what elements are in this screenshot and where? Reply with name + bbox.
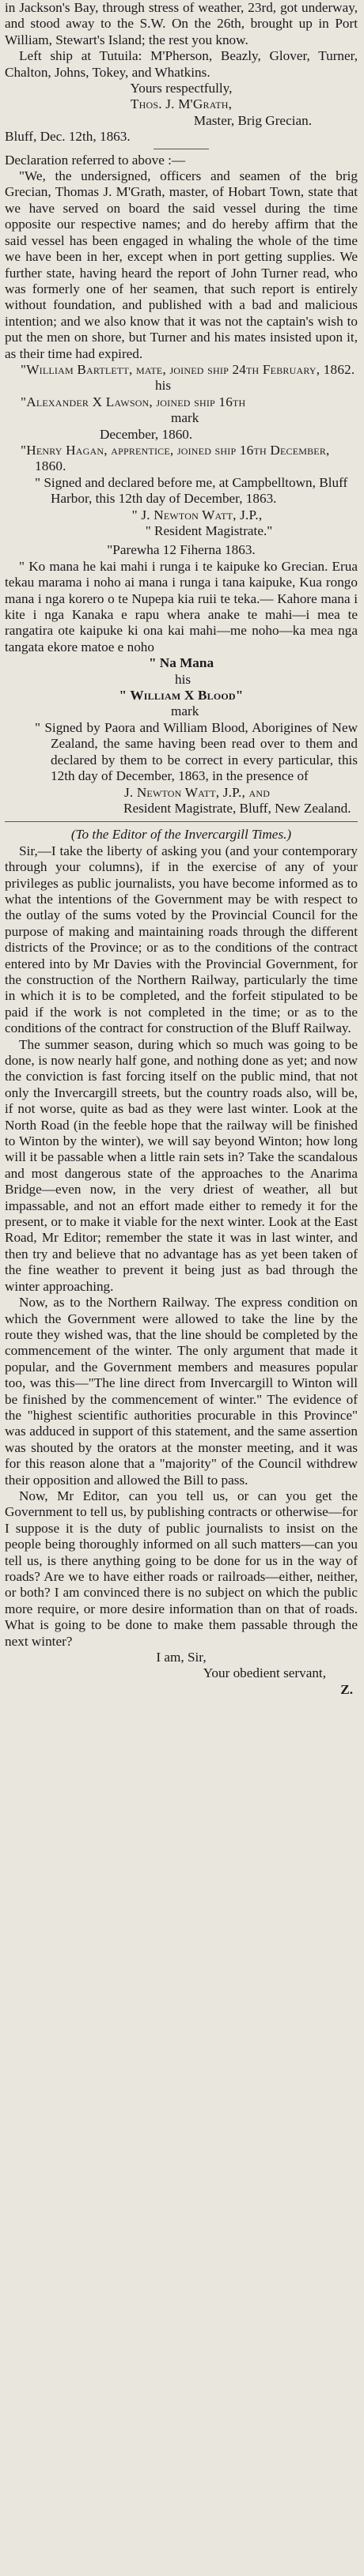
jp-name: J. Newton Watt, J.P., and [123, 784, 271, 800]
maori-date: "Parewha 12 Fiherna 1863. [107, 542, 256, 558]
signature-hagan: "Henry Hagan, apprentice, joined ship 16th December, 1860. [21, 442, 330, 474]
his-label: his [175, 671, 191, 687]
letter-place-date: Bluff, Dec. 12th, 1863. [5, 129, 131, 145]
letter-signer-title: Master, Brig Grecian. [193, 112, 312, 128]
signature-blood: " William X Blood" [119, 688, 244, 703]
jp-title: " Resident Magistrate." [145, 523, 273, 538]
letter-paragraph: Sir,—I take the liberty of asking you (and your contemporary through your columns), if in the exercise of any of your privileges as public journalists, you have become informed as to what the intentions of the Government may be with respect to the outlay of the sums voted by the Provincial Council for the purpose of making and maintaining roads through the different districts of the Province; or as to the conditions of the contract entered into by Mr Davies with the Provincial Government, for the construction of the Northern Railway, particularly the time in which it is to be completed, and the forfeit stipulated to be paid if the work is not completed in the time; or as to the conditions of the contract for construction of the Bluff Railway. [5, 843, 358, 1036]
letter-paragraph: Now, as to the Northern Railway. The express condition on which the Government were allowed to take the line by the route they wished was, that the line should be completed by the commencement of the winter. The only argument that made it popular, and the Government members and measures popular too, was this—"The line direct from Invercargill to Winton will be finished by the commencement of winter." The evidence of the "highest scientific authorities procurable in this Province" was adduced in support of this statement, and the same assertion was shouted by the orators at the monster meeting, and it was for this reason alone that a "majority" of the Council withdrew their opposition and allowed the Bill to pass. [5, 1295, 358, 1488]
maori-statement-section [5, 542, 358, 817]
letter-signature: Z. [340, 1681, 353, 1697]
continuation-paragraph: in Jackson's Bay, through stress of weather, 23rd, got underway, and stood away to the S.W. On the 26th, brought up in Port William, Stewart's Island; the rest you know. [5, 0, 358, 47]
declaration-body: "We, the undersigned, officers and seamen of the brig Grecian, Thomas J. M'Grath, master, of Hobart Town, state that we have served on board the said vessel during the time opposite our respective names; and do hereby affirm that the said vessel has been engaged in whaling the whole of the time we have been in her, except when in port getting supplies. We further state, having heard the report of John Turner read, who was formerly one of her seamen, that such report is entirely without foundation, and published with a bad and malicious intention; and we also know that it was not the captain's wish to put the men on shore, but Turner and his mates insisted upon it, as their time had expired. [5, 168, 358, 361]
letter-closing: Your obedient servant, [203, 1665, 326, 1681]
maori-body: " Ko mana he kai mahi i runga i te kaipuke ko Grecian. Erua tekau marama i noho ai mana i runga i tana kaipuke, Kua rongo mana i nga korero o te Nupepa kia ruii te teka.— Kahore mana i kite i nga Kanaka e rapu whera anake te mahi—i mea te rangatira ote kaipuke ki ona kai mahi—me noho—ka mea nga tangata ekore matoe e noho [5, 558, 358, 654]
editor-letter-section [5, 827, 358, 1698]
signature-lawson-date: December, 1860. [100, 426, 193, 442]
left-ship-paragraph: Left ship at Tutuila: M'Pherson, Beazly, Glover, Turner, Chalton, Johns, Tokey, and Whatkins. [5, 48, 358, 80]
mark-label: mark [171, 703, 199, 719]
letter-paragraph: Now, Mr Editor, can you tell us, or can you get the Government to tell us, by publishing contracts or otherwise—for I suppose it is the duty of public journalists to insist on the people being thoroughly informed on all such matters—can you tell us, is there anything going to be done for us in the way of roads? Are we to have either roads or railroads—either, neither, or both? I am convinced there is no subject on which the public more require, or more desire information than on that of roads. What is going to be done to make them passable through the next winter? [5, 1488, 358, 1649]
declaration-attestation: " Signed and declared before me, at Campbelltown, Bluff Harbor, this 12th day of December, 1863. [35, 474, 348, 507]
maori-attestation: " Signed by Paora and William Blood, Aborigines of New Zealand, the same having been read over to them and declared by them to be correct in every particular, this 12th day of December, 1863, in the presence of [35, 719, 358, 784]
his-label: his [155, 378, 172, 394]
letter-heading: (To the Editor of the Invercargill Times.) [70, 827, 292, 843]
signature-lawson: "Alexander X Lawson, joined ship 16th [21, 394, 246, 409]
declaration-heading: Declaration referred to above :— [5, 152, 186, 168]
declaration-section [5, 153, 358, 540]
letter-salutation: I am, Sir, [156, 1650, 207, 1665]
letter-closing: Yours respectfully, [130, 81, 233, 96]
jp-name: " J. Newton Watt, J.P., [131, 507, 263, 522]
letter-signature-block [5, 81, 358, 145]
letter-paragraph: The summer season, during which so much was going to be done, is now nearly half gone, and nothing done as yet; and now the conviction is fast forcing itself on the public mind, that not only the Invercargill streets, but the country roads also, will be, if not worse, quite as bad as they were last winter. Look at the North Road (in the feeble hope that the railway will be finished to Winton by the winter), we will say beyond Winton; how long will it be passable when a little rain sets in? Take the scandalous and most dangerous state of the approaches to the Anarima Bridge—even now, in the very driest of weather, all but impassable, and not an effort made either to remedy it for the present, or to make it viable for the next winter. Look at the East Road, Mr Editor; remember the state it was in last winter, and then try and believe that no advantage has as yet been taken of the fine weather to prevent it being just as bad through the winter approaching. [5, 1036, 358, 1294]
mark-label: mark [171, 410, 199, 426]
signature-bartlett: "William Bartlett, mate, joined ship 24th February, 1862. [21, 361, 355, 377]
divider [5, 821, 358, 822]
maori-signer: " Na Mana [148, 655, 214, 671]
letter-signer-name: Thos. J. M'Grath, [130, 96, 233, 112]
jp-title: Resident Magistrate, Bluff, New Zealand. [123, 800, 351, 816]
